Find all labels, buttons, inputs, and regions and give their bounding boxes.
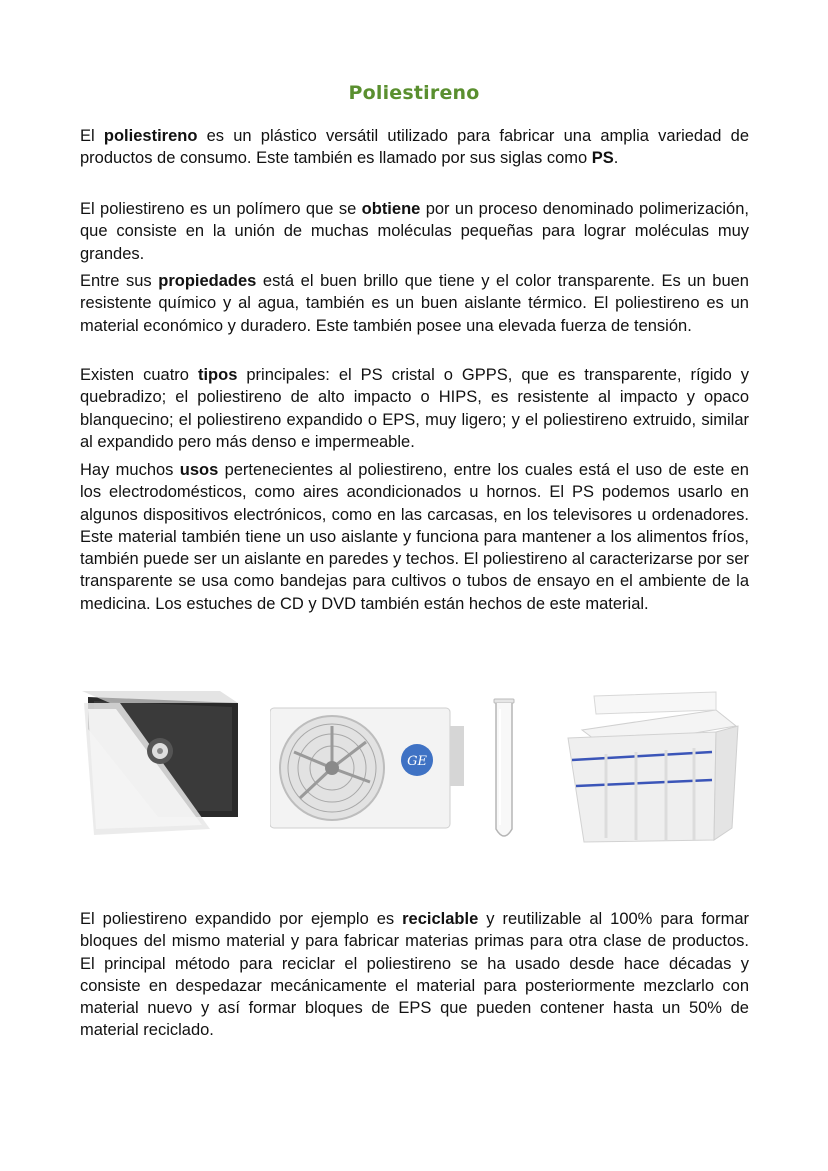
p6-text-c: y reutilizable al 100% para formar bloques del mismo material y para fabricar materias primas para otra clase de productos. El principal método para reciclar el poliestireno se ha usado desde hace décadas y consiste en despedazar mecánicamente el material para posteriormente mezclarlo con material nuevo y así formar bloques de EPS que pueden contener hasta un 50% de material reciclado.: [80, 910, 749, 1040]
p1-keyword-poliestireno: poliestireno: [103, 127, 198, 145]
p5-text-a: Hay muchos: [80, 461, 180, 479]
p2-keyword-obtiene: obtiene: [361, 200, 421, 218]
test-tube-rim: [494, 699, 514, 703]
cooler-lid-top: [594, 692, 716, 714]
cd-case-image: [80, 689, 242, 839]
p4-text-a: Existen cuatro: [80, 366, 198, 384]
paragraph-reciclaje: [80, 908, 749, 1042]
p1-keyword-ps: PS: [591, 149, 614, 168]
p5-keyword-usos: usos: [179, 461, 219, 479]
p6-keyword-reciclable: reciclable: [402, 910, 479, 928]
p5-text-c: pertenecientes al poliestireno, entre los cuales está el uso de este en los electrodomésticos, como aires acondicionados u hornos. El PS podemos usarlo en algunos dispositivos electrónicos, como en las carcasas, en los televisores u ordenadores. Este material también tiene un uso aislante y funciona para mantener a los alimentos fríos, también puede ser un aislante en paredes y techos. El poliestireno al caracterizarse por ser transparente se usa como bandejas para cultivos o tubos de ensayo en el ambiente de la medicina. Los estuches de CD y DVD también están hechos de este material.: [80, 461, 749, 613]
p2-text-a: El poliestireno es un polímero que se: [80, 200, 362, 218]
page-title: Poliestireno: [348, 82, 480, 104]
p1-text-a: El: [80, 127, 104, 145]
ac-fan-hub: [325, 761, 339, 775]
cd-case-spindle-center: [157, 748, 163, 754]
air-conditioner-image: [270, 706, 466, 830]
p4-text-c: principales: el PS cristal o GPPS, que es transparente, rígido y quebradizo; el poliestireno de alto impacto o HIPS, es resistente al impacto y opaco blanquecino; el poliestireno expandido o EPS, muy ligero; y el poliestireno extruido, similar al expandido pero más denso e impermeable.: [80, 366, 749, 451]
p1-text-e: .: [613, 149, 619, 168]
paragraph-obtencion: [80, 198, 749, 265]
paragraph-definition: [80, 125, 749, 170]
ge-logo-text: GE: [407, 754, 427, 769]
test-tube-body: [496, 703, 512, 836]
test-tube-image: [490, 697, 518, 845]
p2-text-c: por un proceso denominado polimerización, que consiste en la unión de muchas moléculas pequeñas para lograr moléculas muy grandes.: [80, 200, 749, 263]
cooler-body-side: [714, 726, 738, 840]
p3-text-c: está el buen brillo que tiene y el color transparente. Es un buen resistente químico y al agua, también es un buen aislante térmico. El poliestireno es un material económico y duradero. Este también posee una elevada fuerza de tensión.: [80, 272, 749, 335]
p3-keyword-propiedades: propiedades: [158, 272, 257, 290]
p4-keyword-tipos: tipos: [197, 366, 238, 384]
p6-text-a: El poliestireno expandido por ejemplo es: [80, 910, 403, 928]
paragraph-propiedades: [80, 270, 749, 337]
p1-text-c: es un plástico versátil utilizado para fabricar una amplia variedad de productos de consumo. Este también es llamado por sus siglas como: [80, 127, 750, 168]
p3-text-a: Entre sus: [80, 272, 159, 290]
ac-side-valves: [450, 726, 464, 786]
paragraph-tipos: [80, 364, 749, 453]
foam-cooler-image: [566, 690, 744, 845]
paragraph-usos: [80, 459, 749, 615]
